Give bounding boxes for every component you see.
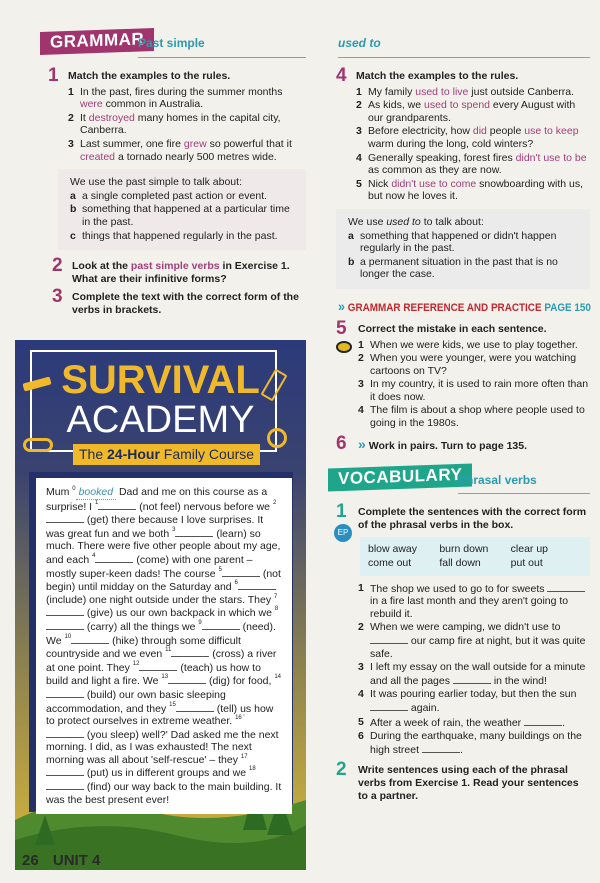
gap-number: 1 xyxy=(95,499,99,506)
item-number: 2 xyxy=(356,99,362,112)
highlighted-verb: past simple verbs xyxy=(130,260,220,273)
highlighted-verb: did xyxy=(472,125,487,138)
item-number: 3 xyxy=(356,125,362,138)
gap-number: 8 xyxy=(274,606,279,613)
exercise-items xyxy=(68,86,306,164)
gap-number: 13 xyxy=(161,674,169,681)
answer-blank[interactable] xyxy=(168,674,206,684)
poster-title-survival: SURVIVAL xyxy=(61,358,260,402)
text: in the wind! xyxy=(490,674,547,687)
exercise-items xyxy=(356,86,590,203)
exercise-question: Complete the sentences with the correct form of the phrasal verbs in the box. xyxy=(358,506,587,531)
text: . xyxy=(562,716,566,729)
answer-blank[interactable] xyxy=(202,620,240,630)
list-item xyxy=(348,230,578,255)
vocab-exercise-2 xyxy=(336,759,590,802)
list-item xyxy=(358,404,590,429)
list-item xyxy=(358,716,590,730)
text: (carry) all the things we xyxy=(84,620,199,633)
text: (dig) for food, xyxy=(206,675,275,688)
list-item xyxy=(68,86,306,111)
item-number: 4 xyxy=(358,688,364,701)
text: as common as they are now. xyxy=(368,164,502,177)
highlighted-verb: destroyed xyxy=(88,111,135,124)
answer-blank[interactable] xyxy=(370,634,408,644)
text: (include) one night outside under the stars. They xyxy=(46,593,275,606)
used-to-header xyxy=(336,30,590,60)
text: something that happened at a particular time in the past. xyxy=(82,203,290,228)
item-number: 5 xyxy=(356,177,362,190)
exercise-question: Match the examples to the rules. xyxy=(68,70,231,82)
rules-list xyxy=(70,190,294,242)
list-item xyxy=(358,582,590,621)
item-number: 4 xyxy=(358,404,364,417)
page-number: 26 xyxy=(22,852,39,869)
text: Generally speaking, forest fires xyxy=(368,151,516,164)
gap-number: 15 xyxy=(169,701,176,708)
list-item xyxy=(70,203,294,228)
text: In my country, it is used to rain more often than it does now. xyxy=(370,378,589,403)
text: Mum xyxy=(46,486,73,498)
gap-number: 11 xyxy=(165,647,172,654)
rules-box xyxy=(58,169,306,250)
list-item xyxy=(358,621,590,660)
gap-number: 6 xyxy=(234,580,238,587)
item-number: a xyxy=(348,229,354,242)
exercise-3 xyxy=(52,286,306,316)
text: When you were younger, were you watching cartoons on TV? xyxy=(370,352,577,377)
answer-blank[interactable] xyxy=(222,567,260,577)
answer-blank[interactable] xyxy=(46,728,84,738)
text: (learn) so much. There were five other people about my age, and each xyxy=(46,527,281,566)
rules-box xyxy=(336,209,590,289)
poster-title-academy: ACADEMY xyxy=(66,399,255,441)
highlighted-verb: used to spend xyxy=(424,99,490,112)
answer-blank[interactable] xyxy=(98,500,136,510)
text: warm during the long, cold winters? xyxy=(368,137,534,150)
text: so powerful that it xyxy=(206,137,292,150)
exercise-number: 6 xyxy=(336,432,347,454)
highlighted-verb: created xyxy=(80,150,116,163)
text: It xyxy=(80,111,89,124)
phrasal-verb: burn down xyxy=(439,543,489,556)
section-subtitle: Phrasal verbs xyxy=(458,472,537,487)
text-em: used to xyxy=(386,215,421,228)
exercise-question: Complete the text with the correct form of the verbs in brackets. xyxy=(72,291,299,316)
list-item xyxy=(358,661,590,687)
unit-label: UNIT 4 xyxy=(52,852,101,869)
tagline-text: Family Course xyxy=(159,446,255,462)
gap-number: 4 xyxy=(92,552,96,559)
gap-number: 18 xyxy=(249,766,256,773)
list-item xyxy=(348,256,578,281)
text: (tell) us how to protect ourselves in extreme weather. xyxy=(46,702,274,728)
text: (come) with one parent – mostly super-keen dads! The course xyxy=(46,553,253,580)
text: (teach) us how to build and light a fire. We xyxy=(46,661,261,688)
example-answer: booked xyxy=(76,486,116,500)
exercise-number: 1 xyxy=(48,65,59,86)
list-item xyxy=(358,730,590,756)
text: many homes in the capital city, Canberra. xyxy=(80,111,281,137)
left-column xyxy=(40,30,306,323)
text: Before electricity, how xyxy=(368,125,473,138)
highlighted-verb: didn't use to come xyxy=(391,177,477,190)
answer-blank[interactable] xyxy=(139,661,177,671)
double-chevron-icon: » xyxy=(358,435,366,452)
gap-number: 17 xyxy=(240,753,248,760)
text: in Exercise 1. What are their infinitive forms? xyxy=(72,260,290,285)
highlighted-verb: grew xyxy=(183,137,207,150)
item-number: 1 xyxy=(68,85,74,98)
item-number: 1 xyxy=(356,85,362,98)
text: The shop we used to go to for sweets xyxy=(370,582,548,595)
text: During the earthquake, many buildings on the high street xyxy=(370,730,582,756)
vocabulary-banner: VOCABULARY xyxy=(328,464,472,492)
grammar-banner: GRAMMAR xyxy=(40,28,154,55)
text: We use xyxy=(348,215,387,228)
gap-number: 7 xyxy=(274,593,278,600)
section-subtitle: used to xyxy=(338,36,381,51)
reference-page: PAGE 150 xyxy=(544,301,591,314)
list-item xyxy=(70,190,294,203)
text: in a fire last month and they aren't going to rebuild it. xyxy=(370,595,569,620)
text: people xyxy=(486,125,525,138)
exercise-items xyxy=(358,339,590,430)
phrasal-verb: put out xyxy=(510,557,543,570)
list-item xyxy=(70,230,294,243)
eye-icon xyxy=(336,341,352,353)
section-subtitle: Past simple xyxy=(138,36,205,51)
phrasal-verb: clear up xyxy=(510,543,549,556)
item-number: a xyxy=(70,189,76,202)
text: (hike) through some difficult countryside and we even xyxy=(46,634,241,661)
reference-label: GRAMMAR REFERENCE AND PRACTICE xyxy=(347,301,542,314)
text: a permanent situation in the past that is no longer the case. xyxy=(360,255,558,281)
exercise-question: Correct the mistake in each sentence. xyxy=(358,322,547,335)
text: common in Australia. xyxy=(102,98,204,111)
answer-blank[interactable] xyxy=(171,647,209,657)
text: snowboarding with us, but now he loves it. xyxy=(368,177,584,203)
gap-number: 14 xyxy=(274,674,282,681)
exercise-5 xyxy=(336,317,590,430)
list-item xyxy=(356,152,590,177)
text: (find) our way back to the main building. It was the best present ever! xyxy=(46,781,282,806)
exercise-number: 3 xyxy=(52,286,63,308)
highlighted-verb: use to keep xyxy=(524,125,579,138)
list-item xyxy=(358,339,590,352)
divider xyxy=(338,57,590,58)
item-number: b xyxy=(348,255,355,268)
text: (need). We xyxy=(46,620,276,647)
gap-number: 12 xyxy=(132,660,140,667)
gap-number: 0 xyxy=(72,486,76,492)
text: Look at the xyxy=(72,260,131,273)
item-number: b xyxy=(70,203,77,216)
text: Dad and me on this course as a surprise! I xyxy=(46,486,268,513)
item-number: 5 xyxy=(358,715,364,728)
tagline-bold: 24-Hour xyxy=(107,446,160,462)
exercise-6 xyxy=(336,432,590,454)
exercise-items xyxy=(358,582,590,757)
list-item xyxy=(358,352,590,377)
text: When we were camping, we didn't use to xyxy=(370,621,561,634)
exercise-question: Match the examples to the rules. xyxy=(356,70,519,82)
rules-list xyxy=(348,230,578,281)
text: Last summer, one fire xyxy=(80,137,184,150)
answer-blank[interactable] xyxy=(95,553,133,563)
phrasal-verb: blow away xyxy=(368,543,418,556)
answer-blank[interactable] xyxy=(46,513,84,523)
gap-number: 9 xyxy=(198,619,202,626)
text: In the past, fires during the summer months xyxy=(80,85,283,98)
exercise-4 xyxy=(336,65,590,203)
binoculars-icon xyxy=(23,438,53,452)
text: again. xyxy=(408,701,440,714)
text: our camp fire at night, but it was quite safe. xyxy=(370,635,586,660)
item-number: 2 xyxy=(358,352,364,365)
item-number: 2 xyxy=(358,621,364,634)
double-chevron-icon: » xyxy=(338,297,346,314)
exercise-number: 2 xyxy=(336,759,347,781)
text: . xyxy=(459,743,463,756)
answer-blank[interactable] xyxy=(46,606,84,616)
text: It was pouring earlier today, but then the sun xyxy=(370,688,577,701)
text: The film is about a shop where people used to going in the 1980s. xyxy=(370,404,585,430)
item-number: 1 xyxy=(358,338,364,351)
phrasal-verb: come out xyxy=(368,557,412,570)
list-item xyxy=(358,378,590,403)
vocab-exercise-1 xyxy=(336,501,590,756)
tagline-text: The xyxy=(79,446,108,462)
exercise-question: Work in pairs. Turn to page 135. xyxy=(368,439,528,452)
list-item xyxy=(356,178,590,203)
answer-blank[interactable] xyxy=(422,743,460,753)
exercise-number: 2 xyxy=(52,255,63,277)
highlighted-verb: used to live xyxy=(415,85,469,98)
exercise-number: 1 xyxy=(336,501,347,523)
text: (get) there because I love surprises. It was great fun and we both xyxy=(46,514,264,540)
list-item xyxy=(356,99,590,124)
text: just outside Canberra. xyxy=(468,85,575,98)
item-number: 3 xyxy=(68,137,74,150)
answer-blank[interactable] xyxy=(453,674,491,684)
item-number: 2 xyxy=(68,111,74,124)
text: (cross) a river at one point. They xyxy=(46,648,277,674)
answer-blank[interactable] xyxy=(46,688,84,698)
story-text xyxy=(36,478,292,814)
grammar-reference-link[interactable] xyxy=(338,297,591,315)
text: Nick xyxy=(368,177,392,190)
gap-number: 5 xyxy=(218,566,222,573)
answer-blank[interactable] xyxy=(547,582,585,592)
text: (build) our own basic sleeping accommodation, and they xyxy=(46,688,226,715)
text: (not begin) until midday on the Saturday and xyxy=(46,567,281,594)
item-number: 1 xyxy=(358,581,364,594)
page-footer xyxy=(22,852,100,870)
item-number: 3 xyxy=(358,661,364,674)
divider xyxy=(458,493,590,494)
gap-number: 2 xyxy=(272,499,277,506)
text: to talk about: xyxy=(420,215,484,228)
answer-blank[interactable] xyxy=(238,580,276,590)
exercise-2 xyxy=(52,255,306,285)
item-number: 4 xyxy=(356,151,362,164)
ep-badge: EP xyxy=(334,524,352,542)
text: (not feel) nervous before we xyxy=(136,500,273,513)
text: When we were kids, we use to play together. xyxy=(370,338,578,351)
gap-number: 3 xyxy=(172,526,176,533)
exercise-number: 5 xyxy=(336,317,347,339)
text: (you sleep) well?' Dad asked me the next morning. I did, as I was exhausted! The next morning was all about 'self-rescue' – they xyxy=(46,728,279,766)
text: a tornado nearly 500 metres wide. xyxy=(115,150,277,163)
list-item xyxy=(356,125,590,150)
item-number: 6 xyxy=(358,730,364,743)
poster-tagline xyxy=(73,444,260,465)
answer-blank[interactable] xyxy=(176,702,214,712)
answer-blank[interactable] xyxy=(46,620,84,630)
text: I left my essay on the wall outside for a minute and all the pages xyxy=(370,661,586,687)
list-item xyxy=(356,86,590,99)
exercise-question xyxy=(72,260,306,285)
answer-blank[interactable] xyxy=(370,701,408,711)
highlighted-verb: didn't use to be xyxy=(515,151,587,164)
gap-number: 16 ' xyxy=(235,715,245,722)
vocabulary-header xyxy=(328,466,590,496)
text: a single completed past action or event. xyxy=(82,189,268,202)
phrasal-verbs-box xyxy=(360,537,590,575)
list-item xyxy=(68,138,306,163)
grammar-header xyxy=(40,30,306,60)
exercise-question: Write sentences using each of the phrasal verbs from Exercise 1. Read your sentences to a partner. xyxy=(358,764,579,802)
answer-blank[interactable] xyxy=(71,634,109,644)
list-item xyxy=(358,688,590,714)
exercise-1 xyxy=(48,65,306,163)
gap-number: 10 xyxy=(64,633,72,640)
text: As kids, we xyxy=(368,99,425,112)
list-item xyxy=(68,112,306,137)
right-column xyxy=(336,30,590,808)
rules-intro xyxy=(348,216,578,229)
answer-blank[interactable] xyxy=(524,716,562,726)
item-number: 3 xyxy=(358,378,364,391)
answer-blank[interactable] xyxy=(46,780,84,790)
rules-intro: We use the past simple to talk about: xyxy=(70,176,242,189)
highlighted-verb: were xyxy=(80,98,103,111)
text: (put) us in different groups and we xyxy=(84,767,249,780)
text: things that happened regularly in the past. xyxy=(82,229,278,242)
text: every August with our grandparents. xyxy=(368,99,576,124)
text: something that happened or didn't happen regularly in the past. xyxy=(360,229,557,255)
exercise-number: 4 xyxy=(336,65,347,86)
text: (give) us our own backpack in which we xyxy=(84,607,275,620)
item-number: c xyxy=(70,229,76,242)
phrasal-verb: fall down xyxy=(439,557,481,570)
answer-blank[interactable] xyxy=(175,527,213,537)
text: My family xyxy=(368,85,416,98)
answer-blank[interactable] xyxy=(46,766,84,776)
divider xyxy=(138,57,306,58)
text: After a week of rain, the weather xyxy=(370,716,525,729)
